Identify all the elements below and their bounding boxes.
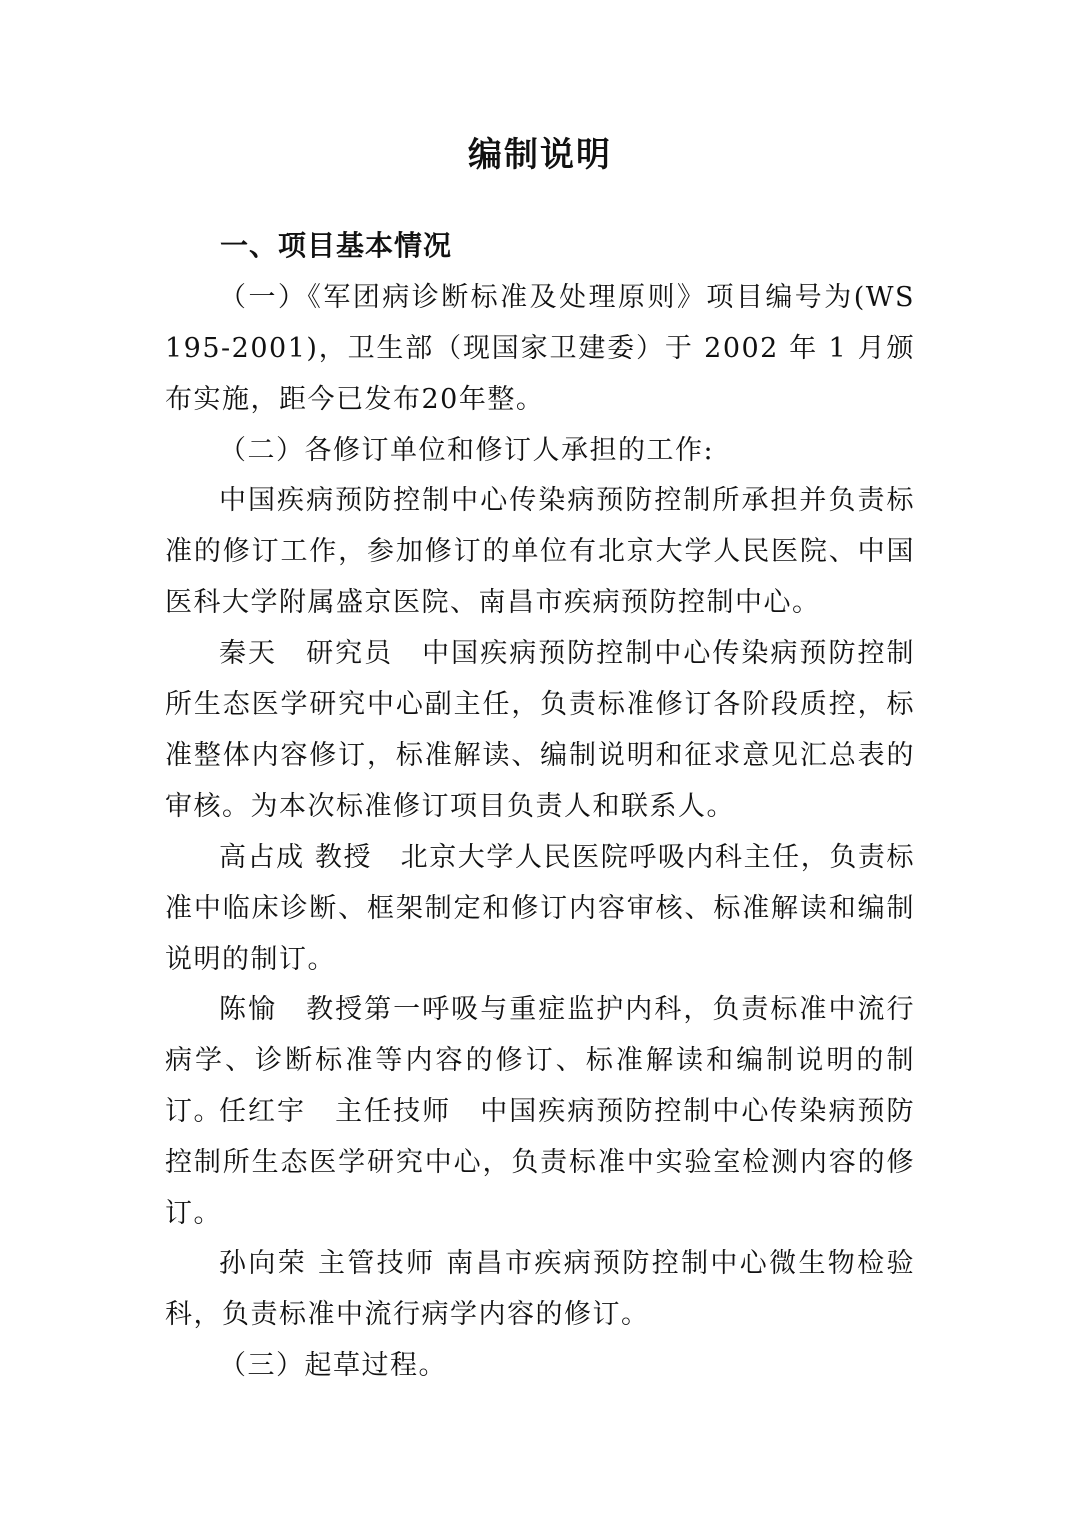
- paragraph-ren-hongyu: 任红宇 主任技师 中国疾病预防控制中心传染病预防控制所生态医学研究中心，负责标准中实验室检测内容的修订。: [165, 1096, 915, 1229]
- paragraph-chen-yu: 陈愉 教授第一呼吸与重症监护内科，负责标准中流行病学、诊断标准等内容的修订、标准解读和编制说明的制订。: [165, 994, 915, 1127]
- paragraph-qin-tian: 秦天 研究员 中国疾病预防控制中心传染病预防控制所生态医学研究中心副主任，负责标准修订各阶段质控，标准整体内容修订，标准解读、编制说明和征求意见汇总表的审核。为本次标准修订项目负责人和联系人。: [165, 638, 915, 822]
- section-heading: 一、项目基本情况: [220, 229, 453, 262]
- paragraph-subheading-drafting: （三）起草过程。: [219, 1350, 447, 1381]
- paragraph-subheading-units: （二）各修订单位和修订人承担的工作:: [219, 435, 715, 466]
- paragraph-sun-xiangrong: 孙向荣 主管技师 南昌市疾病预防控制中心微生物检验科，负责标准中流行病学内容的修订。: [165, 1248, 915, 1330]
- paragraph-units: 中国疾病预防控制中心传染病预防控制所承担并负责标准的修订工作，参加修订的单位有北京大学人民医院、中国医科大学附属盛京医院、南昌市疾病预防控制中心。: [165, 485, 915, 618]
- paragraph-gao-zhancheng: 高占成 教授 北京大学人民医院呼吸内科主任，负责标准中临床诊断、框架制定和修订内容审核、标准解读和编制说明的制订。: [165, 842, 915, 975]
- paragraph-project-number: （一）《军团病诊断标准及处理原则》项目编号为(WS 195-2001)，卫生部（现国家卫建委）于 2002 年 1 月颁布实施，距今已发布20年整。: [165, 282, 915, 415]
- page-title: 编制说明: [468, 135, 612, 175]
